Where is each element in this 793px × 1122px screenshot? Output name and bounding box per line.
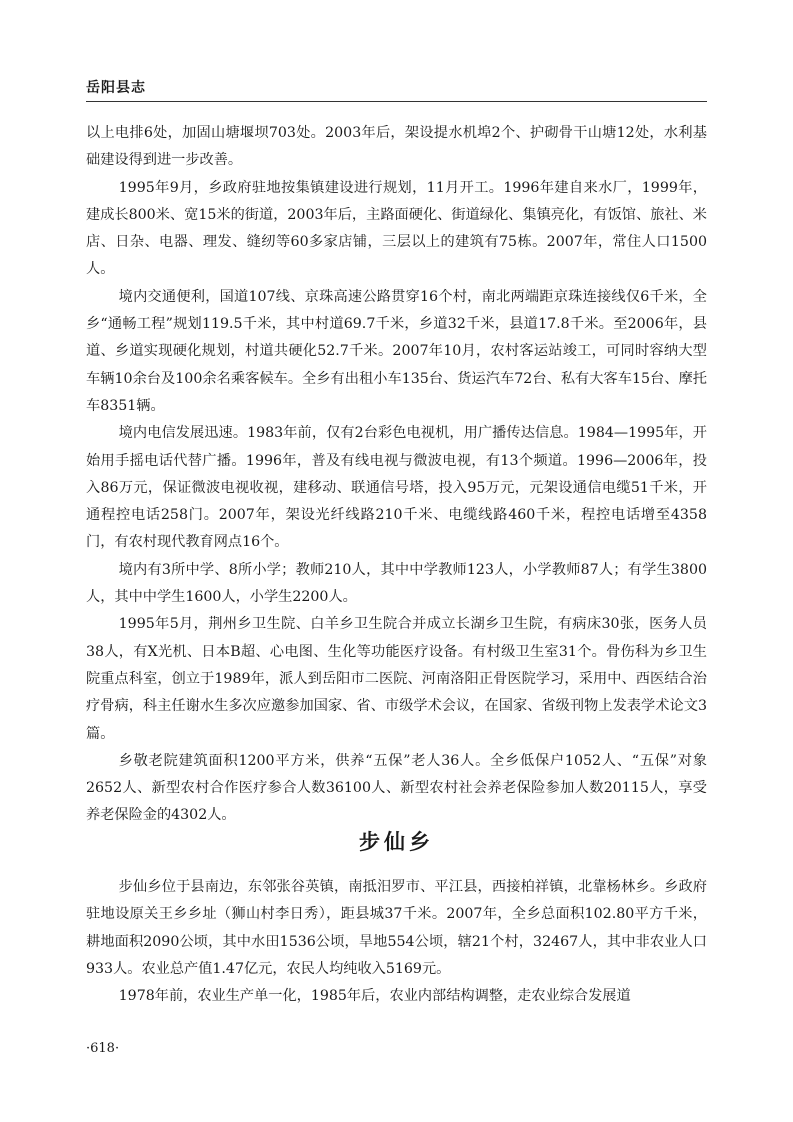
section-body-2 <box>86 874 707 1010</box>
running-head-title: 岳阳县志 <box>86 80 146 96</box>
paragraph-9: 1978年前，农业生产单一化，1985年后，农业内部结构调整，走农业综合发展道 <box>118 988 631 1005</box>
paragraph-4: 境内电信发展迅速。1983年前，仅有2台彩色电视机，用广播传达信息。1984—1995年，开始用手摇电话代替广播。1996年，普及有线电视与微波电视，有13个频道。1996—2006年，投入86万元，保证微波电视收视，建移动、联通信号塔，投入95万元，元架设通信电缆51千米，开通程控电话258门。2007年，架设光纤线路210千米、电缆线路460千米，程控电话增至4358门，有农村现代教育网点16个。 <box>86 425 707 551</box>
section-body-1 <box>86 120 707 830</box>
paragraph-1: 以上电排6处，加固山塘堰坝703处。2003年后，架设提水机埠2个、护砌骨干山塘12处，水利基础建设得到进一步改善。 <box>86 125 707 169</box>
paragraph-6: 1995年5月，荆州乡卫生院、白羊乡卫生院合并成立长湖乡卫生院，有病床30张，医务人员38人，有X光机、日本B超、心电图、生化等功能医疗设备。有村级卫生室31个。骨伤科为乡卫生院重点科室，创立于1989年，派人到岳阳市二医院、河南洛阳正骨医院学习，采用中、西医结合治疗骨病，科主任谢水生多次应邀参加国家、省、市级学术会议，在国家、省级刊物上发表学术论文3篇。 <box>86 616 707 742</box>
page-number: ·618· <box>86 1041 120 1056</box>
paragraph-2: 1995年9月，乡政府驻地按集镇建设进行规划，11月开工。1996年建自来水厂，1999年，建成长800米、宽15米的街道，2003年后，主路面硬化、街道绿化、集镇亮化，有饭馆、旅社、米店、日杂、电器、理发、缝纫等60多家店铺，三层以上的建筑有75栋。2007年，常住人口1500人。 <box>86 179 707 278</box>
paragraph-3: 境内交通便利，国道107线、京珠高速公路贯穿16个村，南北两端距京珠连接线仅6千米，全乡“通畅工程”规划119.5千米，其中村道69.7千米，乡道32千米，县道17.8千米。至2006年，县道、乡道实现硬化规划，村道共硬化52.7千米。2007年10月，农村客运站竣工，可同时容纳大型车辆10余台及100余名乘客候车。全乡有出租小车135台、货运汽车72台、私有大客车15台、摩托车8351辆。 <box>86 288 707 414</box>
paragraph-7: 乡敬老院建筑面积1200平方米，供养“五保”老人36人。全乡低保户1052人、“五保”对象2652人、新型农村合作医疗参合人数36100人、新型农村社会养老保险参加人数20115人，享受养老保险金的4302人。 <box>86 752 707 824</box>
header-rule <box>86 101 707 102</box>
paragraph-8: 步仙乡位于县南边，东邻张谷英镇，南抵汨罗市、平江县，西接柏祥镇，北靠杨林乡。乡政府驻地设原关王乡乡址（狮山村李日秀），距县城37千米。2007年，全乡总面积102.80平方千米，耕地面积2090公顷，其中水田1536公顷，旱地554公顷，辖21个村，32467人，其中非农业人口933人。农业总产值1.47亿元，农民人均纯收入5169元。 <box>86 879 707 977</box>
paragraph-5: 境内有3所中学、8所小学；教师210人，其中中学教师123人，小学教师87人；有学生3800人，其中中学生1600人，小学生2200人。 <box>86 561 707 606</box>
section-title: 步仙乡 <box>359 830 434 854</box>
